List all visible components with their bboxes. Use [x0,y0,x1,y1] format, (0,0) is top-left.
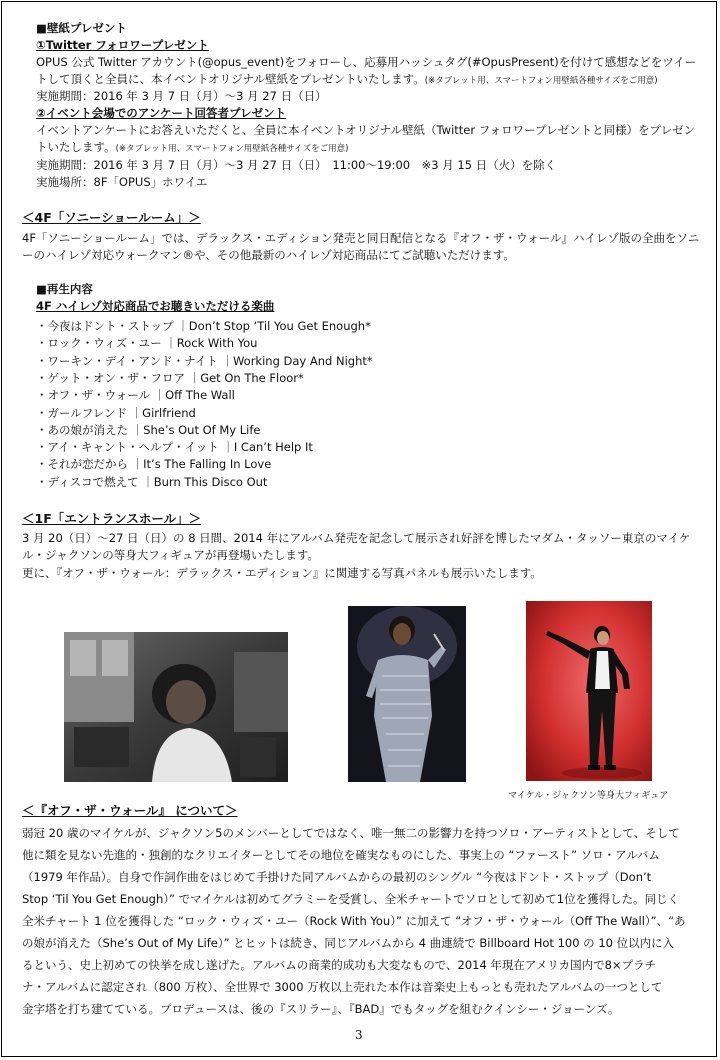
twitter-present-period: 実施期間：2016 年 3 月 7 日（月）～3 月 27 日（日） [36,89,327,103]
twitter-present-note: (※タブレット用、スマートフォン用壁紙各種サイズをご用意) [424,76,658,86]
page-number: 3 [355,1028,363,1042]
twitter-present-title: ①Twitter フォロワープレゼント [36,38,209,52]
about-line: 他に類を見ない先進的・独創的なクリエイターとしてその地位を確実なものにした、事実上の “ファースト” ソロ・アルバム [22,848,660,862]
track-item: ・オフ・ザ・ウォール ｜Off The Wall [36,388,235,402]
twitter-present-line2: トして頂くと全員に、本イベントオリジナル壁紙をプレゼントいたします。(※タブレット用、スマートフォン用壁紙各種サイズをご用意) [36,72,658,86]
survey-present-period: 実施期間：2016 年 3 月 7 日（月）～3 月 27 日（日） 11:00～19:00 ※3 月 15 日（火）を除く [36,158,557,172]
survey-present-title: ②イベント会場でのアンケート回答者プレゼント [36,106,287,120]
entrance-line3: 更に、『オフ・ザ・ウォール：デラックス・エディション』に関連する写真パネルも展示いたします。 [22,566,542,580]
survey-present-place: 実施場所：8F「OPUS」ホワイエ [36,175,208,189]
track-item: ・あの娘が消えた ｜She’s Out Of My Life [36,423,261,437]
entrance-line2: ル・ジャクソンの等身大フィギュアが再登場いたします。 [22,548,319,562]
photo-black-and-white [64,632,288,782]
about-line: の娘が消えた（She’s Out of My Life）” とヒットは続き、同じアルバムから 4 曲連続で Billboard Hot 100 の 10 位以内に入 [22,936,675,950]
twitter-present-line1: OPUS 公式 Twitter アカウント(@opus_event)をフォローし、応募用ハッシュタグ(#OpusPresent)を付けて感想などをツイー [36,55,697,69]
playback-heading: ■再生内容 [36,282,93,296]
entrance-heading: ＜1F「エントランスホール」＞ [22,511,202,526]
track-item: ・ガールフレンド ｜Girlfriend [36,406,196,420]
track-item: ・ロック・ウィズ・ユー ｜Rock With You [36,336,258,350]
about-line: Stop ‘Til You Get Enough）” でマイケルは初めてグラミーを受賞し、全米チャートでソロとして初めて1位を獲得した。同じく [22,892,680,906]
about-line: 弱冠 20 歳のマイケルが、ジャクソン5のメンバーとしてではなく、唯一無二の影響力を持つソロ・アーティストとして、そして [22,826,680,840]
about-line: （1979 年作品）。自身で作詞作曲をはじめて手掛けた同アルバムからの最初のシングル “今夜はドント・ストップ（Don’t [22,870,652,884]
sony-room-line2: ーのハイレゾ対応ウォークマン®や、その他最新のハイレゾ対応商品にてご試聴いただけます。 [22,248,515,262]
about-line: 全米チャート 1 位を獲得した “ロック・ウィズ・ユー（Rock With You）” に加えて “オフ・ザ・ウォール（Off The Wall）”、“あ [22,914,686,928]
wax-figure-caption: マイケル・ジャクソン等身大フィギュア [508,791,669,801]
track-item: ・今夜はドント・ストップ ｜Don’t Stop ‘Til You Get Enough* [36,319,371,333]
track-item: ・ゲット・オン・ザ・フロア ｜Get On The Floor* [36,371,304,385]
survey-present-note: (※タブレット用、スマートフォン用壁紙各種サイズをご用意) [115,144,349,154]
sony-room-heading: ＜4F「ソニーショールーム」＞ [22,210,201,225]
wallpaper-heading: ■壁紙プレゼント [36,21,127,35]
about-line: 金字塔を打ち建てている。プロデュースは、後の『スリラー』、『BAD』でもタッグを組むクインシー・ジョーンズ。 [22,1002,620,1016]
entrance-line1: 3 月 20（日）～27 日（日）の 8 日間、2014 年にアルバム発売を記念して展示され好評を博したマダム・タッソー東京のマイケ [22,531,691,545]
track-item: ・ディスコで燃えて ｜Burn This Disco Out [36,475,268,489]
track-item: ・アイ・キャント・ヘルプ・イット ｜I Can’t Help It [36,440,313,454]
survey-present-line1: イベントアンケートにお答えいただくと、全員に本イベントオリジナル壁紙（Twitter フォロワープレゼントと同様）をプレゼン [36,123,696,137]
sony-room-line1: 4F「ソニーショールーム」では、デラックス・エディション発売と同日配信となる『オフ・ザ・ウォール』ハイレゾ版の全曲をソニ [22,231,700,245]
photo-wax-figure [526,601,652,781]
survey-present-line2: トいたします。(※タブレット用、スマートフォン用壁紙各種サイズをご用意) [36,140,349,154]
about-line: ナ・アルバムに認定され（800 万枚）、全世界で 3000 万枚以上売れた本作は音楽史上もっとも売れたアルバムの一つとして [22,980,663,994]
playlist-title: 4F ハイレゾ対応商品でお聴きいただける楽曲 [36,299,275,313]
track-item: ・ワーキン・デイ・アンド・ナイト ｜Working Day And Night* [36,354,373,368]
track-item: ・それが恋だから ｜It’s The Falling In Love [36,457,272,471]
photo-stage-performance [348,606,466,782]
about-line: るという、史上初めての快挙を成し遂げた。アルバムの商業的成功も大変なもので、2014 年現在アメリカ国内で8×プラチ [22,958,657,972]
about-heading: ＜『オフ・ザ・ウォール』 について＞ [22,803,238,818]
